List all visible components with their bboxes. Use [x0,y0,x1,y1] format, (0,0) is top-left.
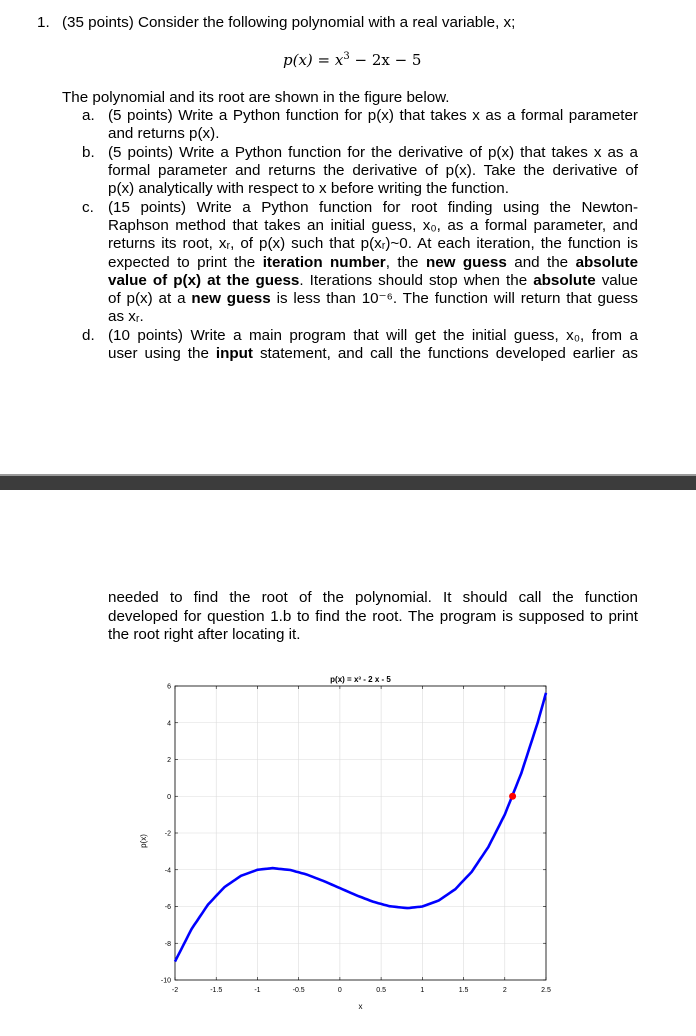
page-break [0,447,696,492]
chart-grid [175,686,546,980]
x-axis-label: x [358,1002,363,1011]
x-tick-label: 1.5 [458,987,469,994]
y-tick-label: 0 [167,793,171,801]
part-line: value of p(x) at the guess. Iterations should stop when the absolute value [108,271,639,289]
part-c [82,199,638,327]
part-line: Raphson method that takes an initial guess, x₀, as a formal parameter, and [108,217,638,235]
y-tick-label: -6 [164,904,171,911]
x-tick-label: 2 [502,987,507,994]
part-line: returns its root, xᵣ, of p(x) such that p(xᵣ)~0. At each iteration, the function is [108,235,638,253]
y-tick-label: -2 [164,830,171,838]
polynomial-formula [283,51,421,69]
question-number: 1. [37,14,50,31]
part-b [82,144,638,199]
y-tick-label: -4 [164,867,171,875]
y-axis-label: p(x) [139,834,148,848]
part-line: of p(x) at a new guess is less than 10⁻⁶. The function will return that guess [108,290,638,308]
part-d-continuation [108,589,638,645]
part-line: p(x) analytically with respect to x before writing the function. [108,180,509,198]
part-line: expected to print the iteration number, the new guess and the absolute [108,253,639,271]
formula-exponent: 3 [343,51,350,62]
part-label: b. [82,144,95,161]
series-line [175,693,546,962]
formula-rhs: − 2x − 5 [349,51,422,69]
part-d [82,327,638,364]
part-a [82,107,638,144]
x-tick-label: 1 [420,987,425,994]
part-line: and returns p(x). [108,125,220,143]
lead-sentence: The polynomial and its root are shown in the figure below. [62,89,450,106]
part-line: (5 points) Write a Python function for p(x) that takes x as a formal parameter [108,107,638,124]
x-tick-label: -2 [171,987,179,994]
page-break-band [0,476,696,490]
x-tick-label: 0.5 [376,987,386,994]
x-tick-label: 0 [337,987,342,994]
part-line: (10 points) Write a main program that will get the initial guess, x₀, from a [108,327,638,344]
y-tick-label: 2 [167,757,171,764]
part-label: c. [82,199,94,216]
continuation-line: needed to find the root of the polynomial. It should call the function [108,589,638,606]
x-tick-labels [172,987,551,994]
x-tick-label: 2.5 [541,987,551,994]
part-line: formal parameter and returns the derivative of p(x). Take the derivative of [108,162,638,180]
question-intro: (35 points) Consider the following polynomial with a real variable, x; [62,14,516,31]
chart-markers [509,793,516,800]
continuation-line: developed for question 1.b to find the root. The program is supposed to print [108,607,638,625]
y-tick-label: 4 [167,720,171,728]
x-tick-label: -1.5 [210,987,223,994]
polynomial-chart [0,660,696,1036]
part-line: (5 points) Write a Python function for the derivative of p(x) that takes x as a [108,144,638,161]
continuation-line: the root right after locating it. [108,626,301,644]
root-marker [509,793,516,800]
x-tick-label: -0.5 [292,987,305,994]
part-line: as xᵣ. [108,308,144,326]
part-line: (15 points) Write a Python function for root finding using the Newton- [108,199,638,216]
part-line: user using the input statement, and call the functions developed earlier as [108,345,638,363]
part-label: a. [82,107,95,124]
y-tick-label: 6 [167,683,171,691]
chart-title: p(x) = x³ - 2 x - 5 [330,675,391,684]
x-tick-label: -1 [254,987,261,994]
formula-lhs: p(x) = x [283,51,344,69]
y-tick-label: -10 [160,977,171,985]
y-tick-label: -8 [164,940,171,948]
y-tick-labels [161,684,171,985]
part-label: d. [82,327,95,344]
